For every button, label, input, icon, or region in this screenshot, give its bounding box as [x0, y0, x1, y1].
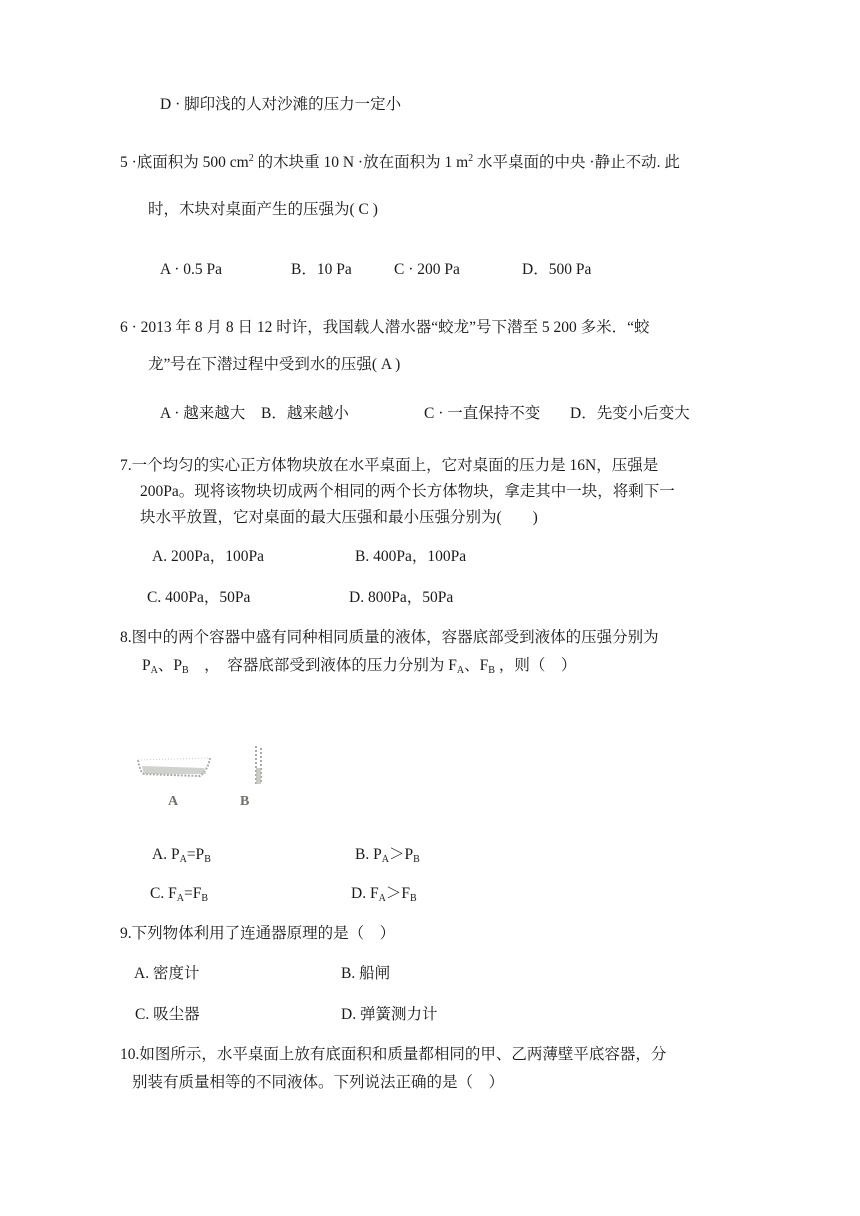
q8-option-c-prefix: C. F: [150, 885, 177, 902]
q8-option-d-mid: ＞F: [385, 885, 410, 902]
q8-option-b-sub2: B: [413, 854, 420, 865]
q8-option-b-mid: ＞P: [388, 846, 414, 863]
q8-option-b: [355, 845, 420, 865]
q8-stem-line2: [142, 656, 576, 676]
q8-figure: [130, 738, 280, 813]
q8-option-b-sub1: A: [381, 854, 389, 865]
q9-option-d: D. 弹簧测力计: [341, 1006, 438, 1023]
q6-option-a: A · 越来越大: [160, 405, 246, 422]
q6-stem-line2: 龙”号在下潜过程中受到水的压强( A ): [148, 356, 401, 373]
q9-option-a: A. 密度计: [134, 965, 200, 982]
q6-option-c: C · 一直保持不变: [424, 405, 541, 422]
q5-sup2: 2: [468, 153, 474, 164]
q8-figure-drawing: [130, 738, 280, 813]
q8-option-c: [150, 884, 208, 904]
q7-option-c: C. 400Pa，50Pa: [147, 589, 251, 606]
q6-option-b: B．越来越小: [261, 405, 349, 422]
q8-option-c-mid: =F: [183, 885, 202, 902]
q8-option-c-sub2: B: [201, 893, 208, 904]
q5-option-b: B．10 Pa: [291, 261, 352, 278]
q8-stem-line1: 8.图中的两个容器中盛有同种相同质量的液体，容器底部受到液体的压强分别为: [120, 629, 659, 646]
q5-option-a: A · 0.5 Pa: [160, 261, 222, 278]
q7-option-d: D. 800Pa，50Pa: [349, 589, 454, 606]
q10-stem-line2: 别装有质量相等的不同液体。下列说法正确的是（ ）: [132, 1074, 505, 1091]
q8-option-d-sub1: A: [378, 893, 386, 904]
q8-option-a-mid: =P: [186, 846, 205, 863]
container-a-label: A: [168, 794, 179, 809]
q5-option-d: D．500 Pa: [522, 261, 592, 278]
q7-stem-line2: 200Pa。现将该物块切成两个相同的两个长方体物块，拿走其中一块，将剩下一: [140, 483, 675, 500]
container-a: [138, 758, 210, 776]
q5-stem-line1: [120, 153, 680, 173]
q6-option-d: D．先变小后变大: [570, 405, 690, 422]
q6-stem-line1: 6 · 2013 年 8 月 8 日 12 时许，我国载人潜水器“蛟龙”号下潜至 5 200 多米．“蛟: [120, 319, 650, 336]
q8-pb-sub: B: [181, 665, 189, 676]
q8-option-b-prefix: B. P: [355, 846, 382, 863]
q8-option-a-sub2: B: [204, 854, 211, 865]
q9-option-b: B. 船闸: [341, 965, 391, 982]
q8-fa-sub: A: [456, 665, 465, 676]
container-b: [256, 746, 261, 784]
q8-pb: 、P: [157, 657, 182, 674]
q5-stem-part1: 5 ·底面积为 500 cm: [120, 154, 249, 171]
q9-stem: 9.下列物体利用了连通器原理的是（ ）: [120, 925, 396, 942]
q8-option-c-sub1: A: [176, 893, 184, 904]
q4-option-d: D · 脚印浅的人对沙滩的压力一定小: [160, 96, 402, 113]
q8-fb-sub: B: [488, 665, 495, 676]
q8-option-a-prefix: A. P: [152, 846, 180, 863]
q5-stem-line2: 时，木块对桌面产生的压强为( C ): [148, 201, 378, 218]
q8-fb: 、F: [464, 657, 489, 674]
q5-stem-part2: 的木块重 10 N ·放在面积为 1 m: [253, 154, 469, 171]
q8-option-d-prefix: D. F: [351, 885, 379, 902]
q8-pa: P: [142, 657, 151, 674]
container-b-label: B: [240, 794, 250, 809]
q8-then: ，则（ ）: [494, 657, 577, 674]
q8-option-a-sub1: A: [179, 854, 187, 865]
q8-pa-sub: A: [150, 665, 158, 676]
q5-stem-part3: 水平桌面的中央 ·静止不动. 此: [473, 154, 680, 171]
q7-option-a: A. 200Pa，100Pa: [152, 548, 264, 565]
q7-stem-line3: 块水平放置，它对桌面的最大压强和最小压强分别为( ): [140, 509, 538, 526]
q10-stem-line1: 10.如图所示，水平桌面上放有底面积和质量都相同的甲、乙两薄壁平底容器，分: [120, 1046, 667, 1063]
q7-stem-line1: 7.一个均匀的实心正方体物块放在水平桌面上，它对桌面的压力是 16N，压强是: [120, 457, 659, 474]
q8-option-d-sub2: B: [409, 893, 417, 904]
q8-option-d: [351, 884, 417, 904]
q8-mid-text: ， 容器底部受到液体的压力分别为 F: [188, 657, 457, 674]
q5-option-c: C · 200 Pa: [394, 261, 460, 278]
q8-option-a: [152, 845, 211, 865]
q5-sup1: 2: [248, 153, 254, 164]
q7-option-b: B. 400Pa，100Pa: [355, 548, 467, 565]
q9-option-c: C. 吸尘器: [135, 1006, 200, 1023]
